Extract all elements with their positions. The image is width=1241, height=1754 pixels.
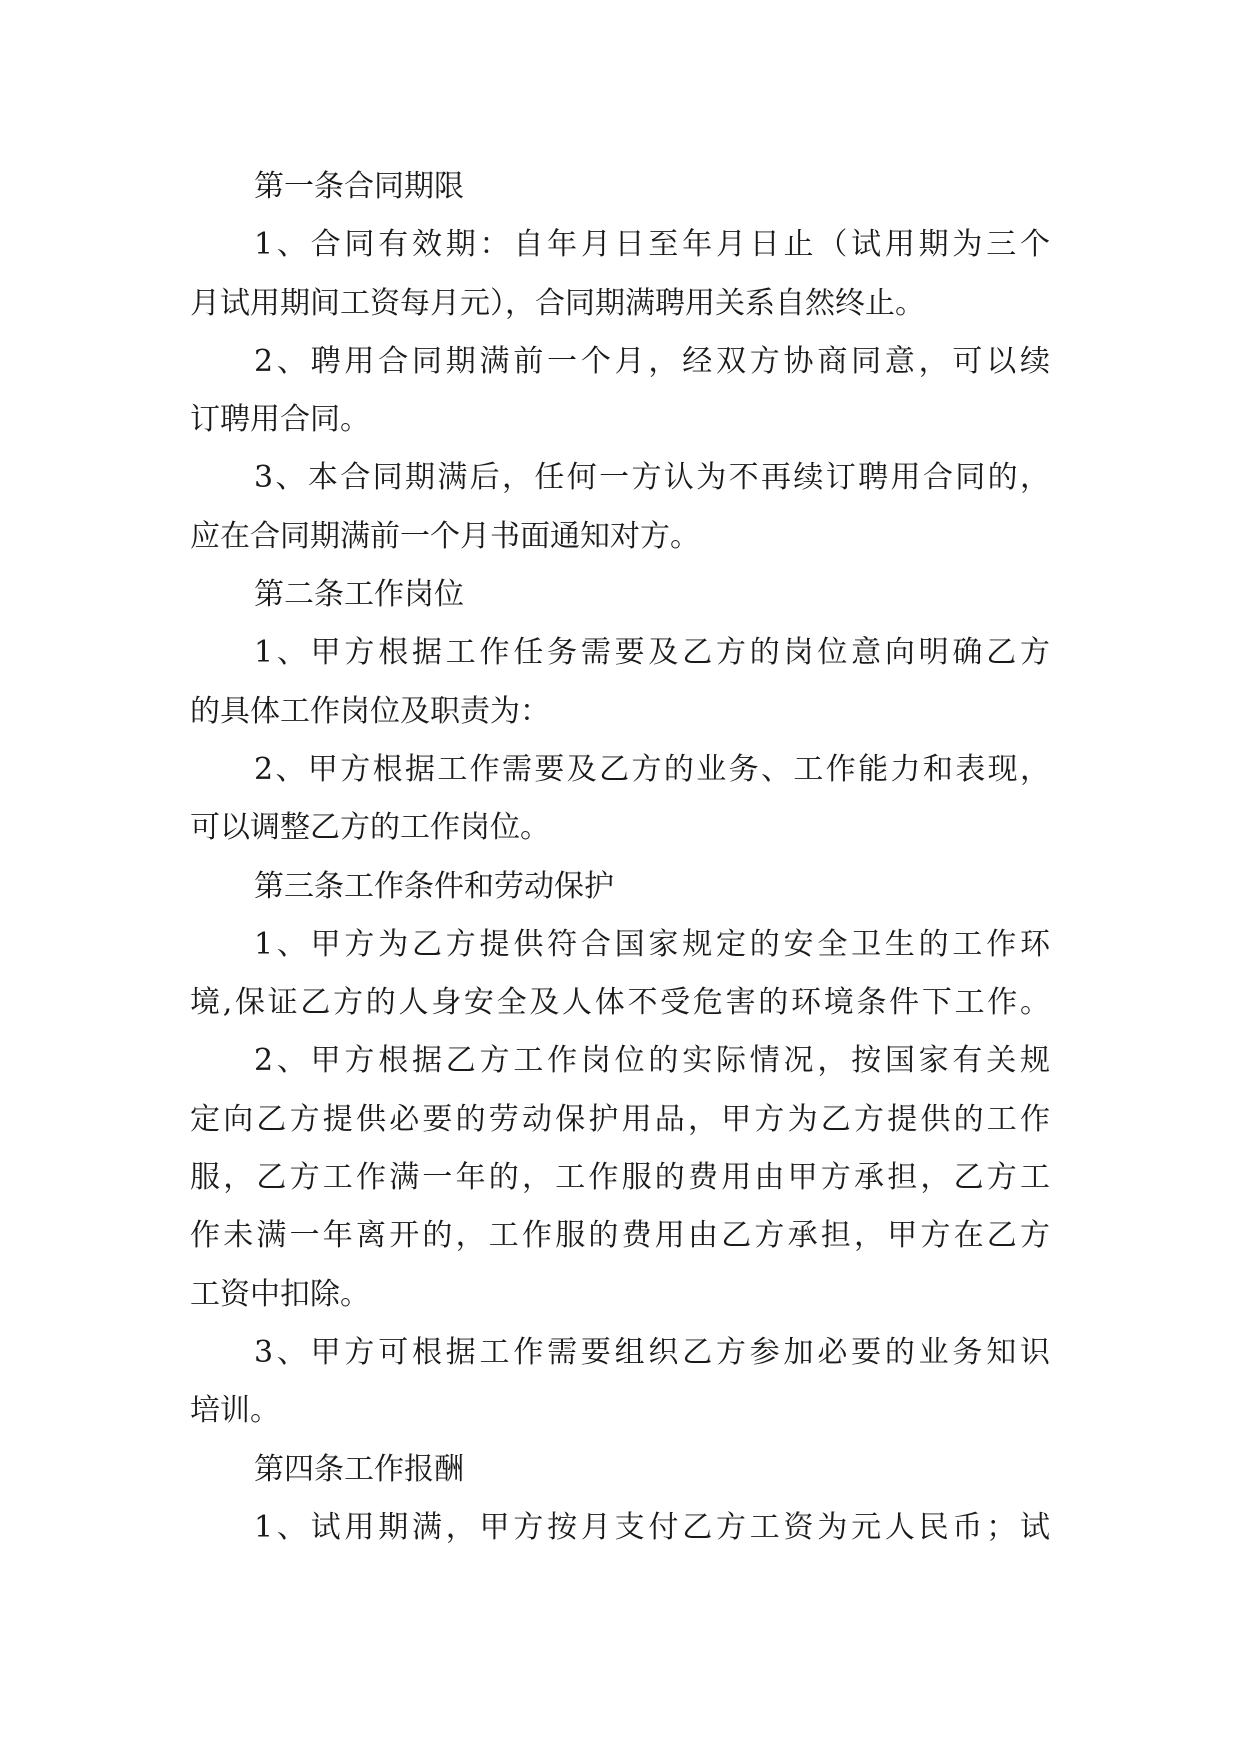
paragraph-line: 2、聘用合同期满前一个月，经双方协商同意，可以续 (254, 343, 1050, 379)
paragraph-line: 1、试用期满，甲方按月支付乙方工资为元人民币；试 (254, 1509, 1050, 1545)
paragraph-line: 服，乙方工作满一年的，工作服的费用由甲方承担，乙方工 (190, 1160, 1050, 1196)
section-heading-contract-term: 第一条合同期限 (254, 169, 464, 204)
paragraph-line: 订聘用合同。 (190, 402, 370, 438)
paragraph-line: 月试用期间工资每月元），合同期满聘用关系自然终止。 (190, 285, 925, 321)
paragraph-line: 的具体工作岗位及职责为： (190, 693, 550, 729)
paragraph-line: 培训。 (190, 1393, 280, 1429)
paragraph-line: 定向乙方提供必要的劳动保护用品，甲方为乙方提供的工作 (190, 1101, 1050, 1137)
paragraph-line: 2、甲方根据乙方工作岗位的实际情况，按国家有关规 (254, 1043, 1050, 1079)
document-body (190, 158, 1050, 1557)
paragraph-line: 1、甲方根据工作任务需要及乙方的岗位意向明确乙方 (254, 635, 1050, 671)
paragraph-line: 2、甲方根据工作需要及乙方的业务、工作能力和表现， (254, 751, 1050, 787)
paragraph-line: 工资中扣除。 (190, 1276, 370, 1312)
section-heading-remuneration: 第四条工作报酬 (254, 1451, 464, 1487)
paragraph-line: 3、甲方可根据工作需要组织乙方参加必要的业务知识 (254, 1334, 1050, 1370)
paragraph-line: 1、甲方为乙方提供符合国家规定的安全卫生的工作环 (254, 926, 1050, 962)
paragraph-line: 作未满一年离开的，工作服的费用由乙方承担，甲方在乙方 (190, 1218, 1050, 1254)
section-heading-working-conditions: 第三条工作条件和劳动保护 (254, 868, 614, 904)
paragraph-line: 可以调整乙方的工作岗位。 (190, 810, 550, 846)
paragraph-line: 境,保证乙方的人身安全及人体不受危害的环境条件下工作。 (190, 985, 1050, 1021)
paragraph-line: 1、合同有效期：自年月日至年月日止（试用期为三个 (254, 227, 1050, 263)
section-heading-job-position: 第二条工作岗位 (254, 577, 464, 613)
paragraph-line: 3、本合同期满后，任何一方认为不再续订聘用合同的， (254, 460, 1050, 496)
paragraph-line: 应在合同期满前一个月书面通知对方。 (190, 518, 700, 554)
